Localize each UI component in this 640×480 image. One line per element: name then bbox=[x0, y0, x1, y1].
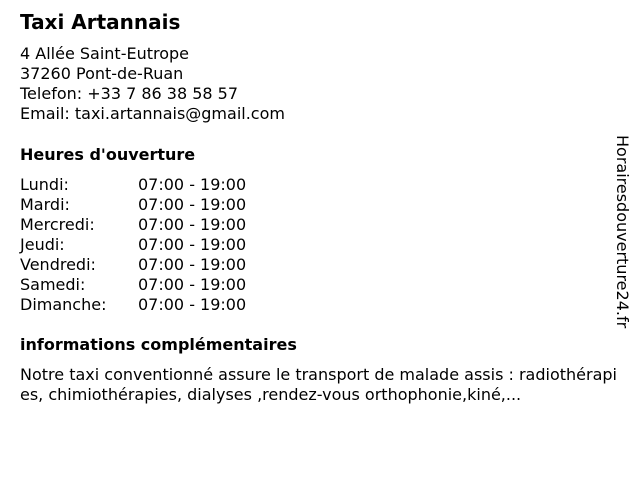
hours-row-friday bbox=[20, 255, 246, 275]
address-street: 4 Allée Saint-Eutrope bbox=[20, 44, 190, 63]
day-label: Samedi: bbox=[20, 275, 86, 294]
time-range: 07:00 - 19:00 bbox=[138, 215, 247, 234]
hours-row-wednesday bbox=[20, 215, 246, 235]
email-address: Email: taxi.artannais@gmail.com bbox=[20, 104, 285, 123]
hours-row-monday bbox=[20, 175, 246, 195]
additional-info-heading: informations complémentaires bbox=[20, 335, 297, 354]
contact-block bbox=[20, 44, 285, 124]
day-label: Mercredi: bbox=[20, 215, 95, 234]
hours-row-thursday bbox=[20, 235, 246, 255]
hours-row-saturday bbox=[20, 275, 246, 295]
day-label: Mardi: bbox=[20, 195, 70, 214]
time-range: 07:00 - 19:00 bbox=[138, 275, 247, 294]
opening-hours-heading: Heures d'ouverture bbox=[20, 145, 196, 164]
day-label: Jeudi: bbox=[20, 235, 65, 254]
time-range: 07:00 - 19:00 bbox=[138, 235, 247, 254]
site-watermark: Horairesdouverture24.fr bbox=[613, 135, 632, 329]
day-label: Lundi: bbox=[20, 175, 69, 194]
opening-hours-list bbox=[20, 175, 246, 315]
hours-row-sunday bbox=[20, 295, 246, 315]
additional-info-text: Notre taxi conventionné assure le transport de malade assis : radiothérapies, chimiothérapies, dialyses ,rendez-vous orthophonie,kiné,... bbox=[20, 365, 617, 404]
time-range: 07:00 - 19:00 bbox=[138, 195, 247, 214]
day-label: Dimanche: bbox=[20, 295, 107, 314]
business-name: Taxi Artannais bbox=[20, 10, 181, 34]
phone-number: Telefon: +33 7 86 38 58 57 bbox=[20, 84, 239, 103]
time-range: 07:00 - 19:00 bbox=[138, 175, 247, 194]
time-range: 07:00 - 19:00 bbox=[138, 295, 247, 314]
hours-row-tuesday bbox=[20, 195, 246, 215]
day-label: Vendredi: bbox=[20, 255, 96, 274]
address-city: 37260 Pont-de-Ruan bbox=[20, 64, 184, 83]
time-range: 07:00 - 19:00 bbox=[138, 255, 247, 274]
